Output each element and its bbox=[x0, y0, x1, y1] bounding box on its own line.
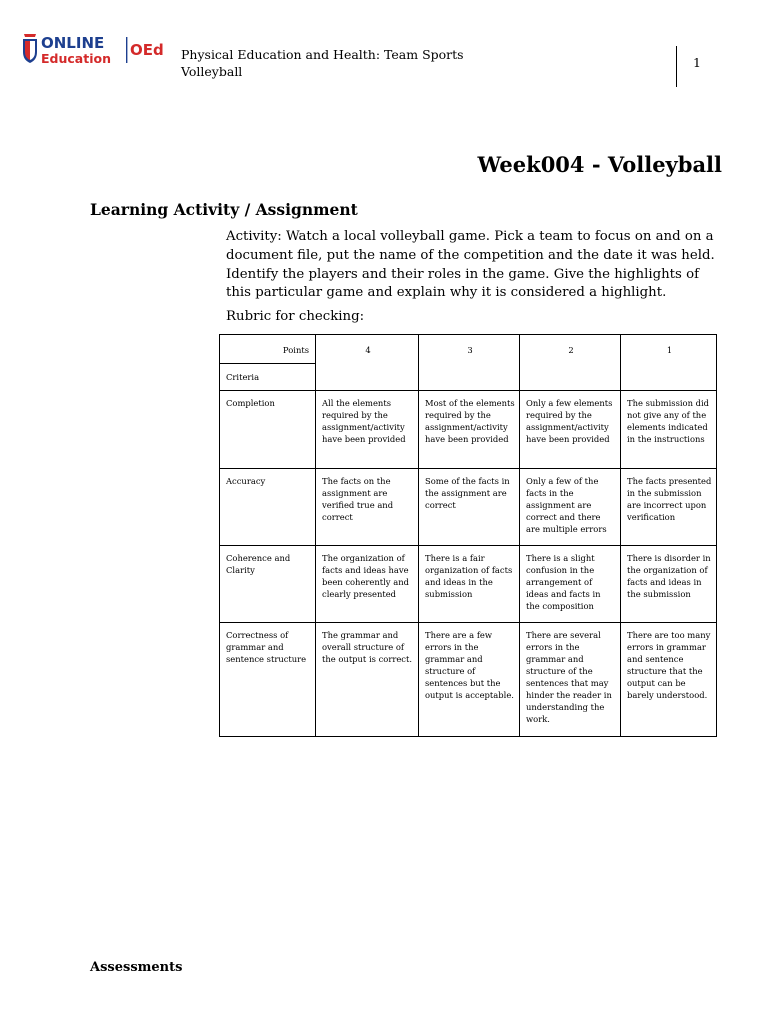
criterion-name: Correctness of grammar and sentence structure bbox=[226, 630, 307, 664]
rubric-cell: There are several errors in the grammar and structure of the sentences that may hinder the reader in understanding the work. bbox=[526, 630, 612, 724]
score-header: 3 bbox=[467, 345, 473, 355]
rubric-cell: The facts presented in the submission are incorrect upon verification bbox=[627, 476, 712, 522]
rubric-label: Rubric for checking: bbox=[226, 309, 365, 324]
header-subtitle: Volleyball bbox=[181, 64, 243, 79]
rubric-cell: Only a few of the facts in the assignment are correct and there are multiple errors bbox=[526, 476, 607, 534]
points-header-cell bbox=[220, 335, 316, 364]
svg-text:Education: Education bbox=[41, 51, 111, 66]
score-header-cell bbox=[316, 335, 419, 391]
points-label: Points bbox=[282, 345, 309, 355]
criterion-name: Accuracy bbox=[226, 476, 266, 486]
svg-text:OEd: OEd bbox=[130, 41, 164, 59]
score-header: 4 bbox=[365, 345, 371, 355]
rubric-cell: The facts on the assignment are verified true and correct bbox=[322, 476, 394, 522]
rubric-cell: There is a fair organization of facts and ideas in the submission bbox=[425, 553, 513, 599]
rubric-cell: Only a few elements required by the assignment/activity have been provided bbox=[526, 398, 613, 444]
assessments-heading: Assessments bbox=[90, 960, 183, 975]
week-title: Week004 - Volleyball bbox=[477, 152, 722, 177]
header-divider bbox=[676, 46, 677, 87]
rubric-cell: The submission did not give any of the elements indicated in the instructions bbox=[627, 398, 710, 444]
score-header: 2 bbox=[568, 345, 574, 355]
criteria-label: Criteria bbox=[226, 372, 260, 382]
svg-text:ONLINE: ONLINE bbox=[41, 34, 105, 52]
rubric-cell: There are a few errors in the grammar and structure of sentences but the output is acceptable. bbox=[425, 630, 514, 700]
score-header-cell bbox=[520, 335, 621, 391]
rubric-cell: There is a slight confusion in the arrangement of ideas and facts in the composition bbox=[526, 553, 601, 611]
score-header-cell bbox=[419, 335, 520, 391]
activity-text: Activity: Watch a local volleyball game. Pick a team to focus on and on a document file, put the name of the competition and the date it was held. Identify the players and their roles in the game. Give the highlights of this particular game and explain why it is considered a highlight. bbox=[226, 229, 715, 301]
online-education-logo bbox=[20, 32, 176, 72]
rubric-cell: Some of the facts in the assignment are correct bbox=[425, 476, 510, 510]
table-row bbox=[220, 469, 717, 546]
header-title: Physical Education and Health: Team Sports bbox=[181, 47, 464, 62]
criterion-name: Coherence and Clarity bbox=[226, 553, 291, 575]
table-row bbox=[220, 546, 717, 623]
page-number: 1 bbox=[693, 55, 701, 70]
rubric-cell: There is disorder in the organization of facts and ideas in the submission bbox=[627, 553, 711, 599]
criteria-header-cell bbox=[220, 364, 316, 391]
rubric-cell: Most of the elements required by the assignment/activity have been provided bbox=[425, 398, 515, 444]
rubric-cell: All the elements required by the assignment/activity have been provided bbox=[322, 398, 406, 444]
criterion-name: Completion bbox=[226, 398, 275, 408]
rubric-cell: The grammar and overall structure of the output is correct. bbox=[322, 630, 413, 664]
score-header: 1 bbox=[666, 345, 673, 355]
rubric-cell: There are too many errors in grammar and sentence structure that the output can be barely understood. bbox=[627, 630, 711, 700]
rubric-header-row bbox=[220, 335, 717, 364]
table-row bbox=[220, 623, 717, 737]
score-header-cell bbox=[621, 335, 717, 391]
rubric-cell: The organization of facts and ideas have been coherently and clearly presented bbox=[322, 553, 409, 599]
table-row bbox=[220, 391, 717, 469]
shield-icon bbox=[23, 34, 37, 63]
section-heading: Learning Activity / Assignment bbox=[90, 200, 358, 219]
rubric-table bbox=[219, 334, 717, 737]
